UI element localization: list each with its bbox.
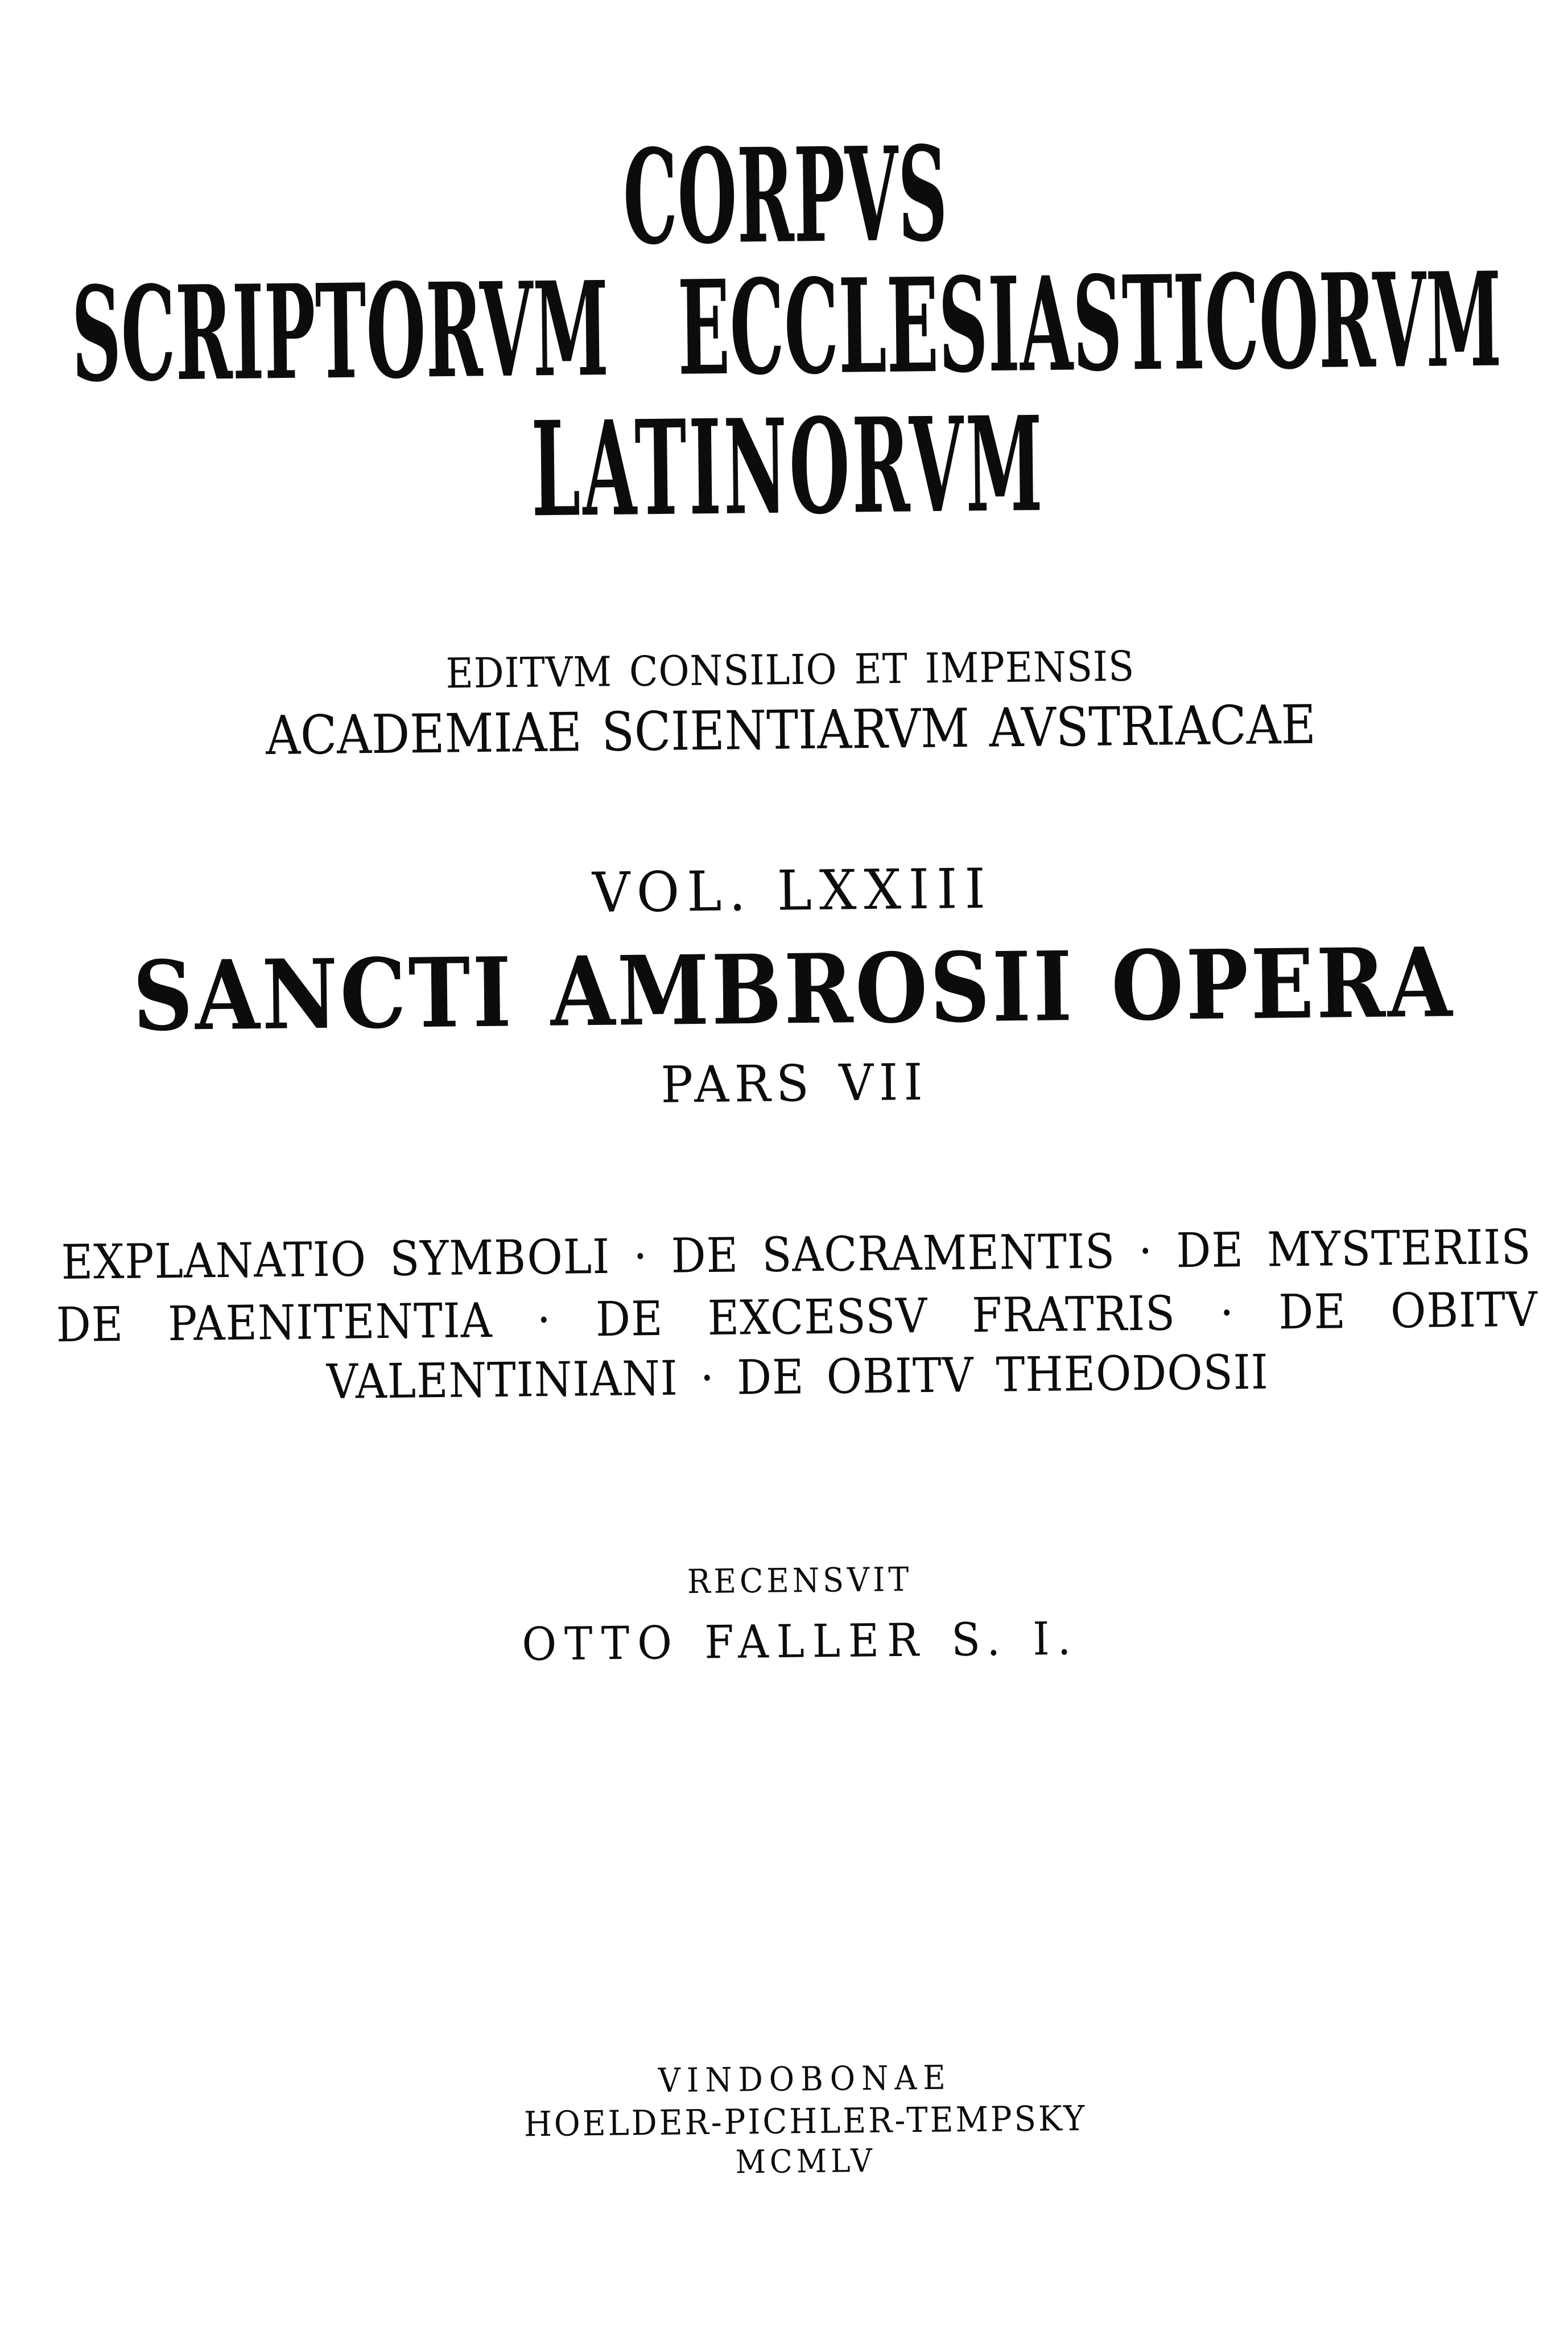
imprint-place [21,2056,1568,2103]
volume-number [9,856,1568,925]
series-title-line-2-text: SCRIPTORVM ECCLESIASTICORVM [71,244,1503,412]
imprint-year-text: MCMLV [735,2143,877,2181]
edition-note-line-2-text: ACADEMIAE SCIENTIARVM AVSTRIACAE [265,693,1317,767]
contents-line-3 [14,1344,1568,1410]
contents-line-2 [13,1281,1568,1353]
work-title [9,926,1568,1053]
volume-number-text: VOL. LXXIII [592,856,993,925]
work-part [10,1051,1568,1115]
imprint-publisher [21,2098,1568,2146]
editor-label [15,1557,1568,1604]
series-title-line-1-text: CORPVS [622,118,948,274]
contents-line-1 [12,1218,1568,1290]
contents-line-2-text: DE PAENITENTIA · DE EXCESSV FRATRIS · DE OBITV [56,1281,1538,1353]
edition-note-line-2 [7,693,1568,767]
imprint-publisher-text: HOELDER-PICHLER-TEMPSKY [523,2098,1087,2145]
imprint-year [22,2139,1568,2185]
contents-line-3-text: VALENTINIANI · DE OBITV THEODOSII [326,1344,1269,1410]
series-title-line-1 [1,118,1568,274]
imprint-place-text: VINDOBONAE [658,2058,952,2100]
series-title-line-3 [4,386,1568,546]
work-title-text: SANCTI AMBROSII OPERA [132,926,1455,1053]
edition-note-line-1 [6,643,1568,697]
contents-line-1-text: EXPLANATIO SYMBOLI · DE SACRAMENTIS · DE MYSTERIIS [61,1218,1532,1290]
editor-name [16,1612,1568,1671]
editor-name-text: OTTO FALLER S. I. [521,1612,1079,1671]
work-part-text: PARS VII [660,1052,929,1114]
edition-note-line-1-text: EDITVM CONSILIO ET IMPENSIS [445,642,1135,698]
series-title-line-2 [2,244,1568,412]
series-title-line-3-text: LATINORVM [530,386,1046,546]
editor-label-text: RECENSVIT [687,1560,913,1601]
